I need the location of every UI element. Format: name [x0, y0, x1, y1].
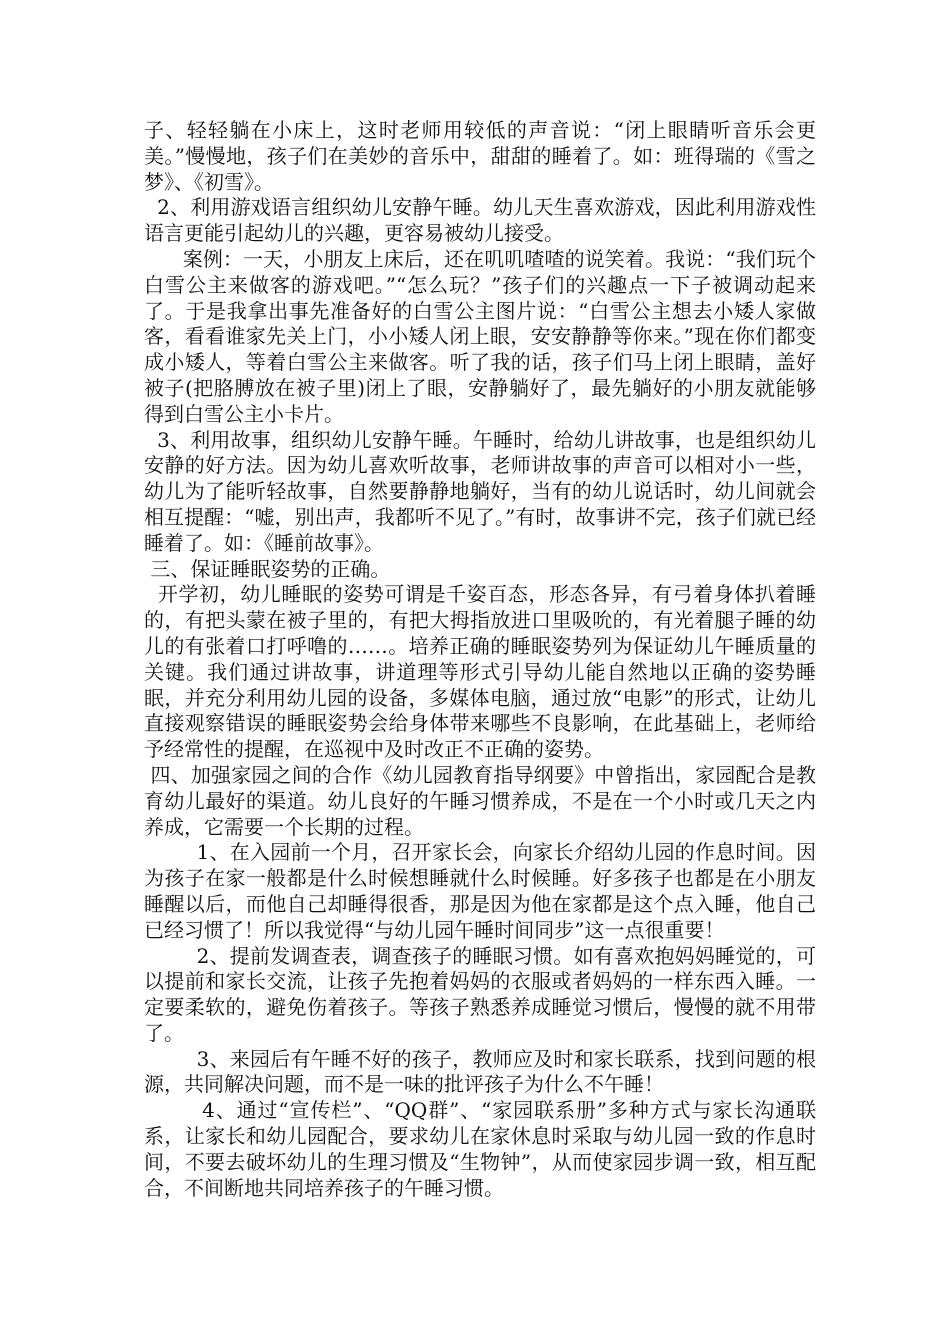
paragraph-communication-channels: 4、通过“宣传栏”、“QQ群”、“家园联系册”多种方式与家长沟通联系，让家长和幼儿园配合，要求幼儿在家休息时采取与幼儿园一致的作息时间，不要去破坏幼儿的生理习惯及“生物钟”，从而使家园步调一致，相互配合，不间断地共同培养孩子的午睡习惯。 [144, 1098, 816, 1200]
paragraph-contact-parents: 3、来园后有午睡不好的孩子，教师应及时和家长联系，找到问题的根源，共同解决问题，而不是一味的批评孩子为什么不午睡！ [144, 1046, 817, 1097]
paragraph-snow-white-case: 案例：一天，小朋友上床后，还在叽叽喳喳的说笑着。我说：“我们玩个白雪公主来做客的游戏吧。”“怎么玩？”孩子们的兴趣点一下子被调动起来了。于是我拿出事先准备好的白雪公主图片说：“白雪公主想去小矮人家做客，看看谁家先关上门，小小矮人闭上眼，安安静静等你来。”现在你们都变成小矮人，等着白雪公主来做客。听了我的话，孩子们马上闭上眼睛，盖好被子(把胳膊放在被子里)闭上了眼，安静躺好了，最先躺好的小朋友就能够得到白雪公主小卡片。 [144, 246, 816, 426]
paragraph-sleep-posture: 开学初，幼儿睡眠的姿势可谓是千姿百态，形态各异，有弓着身体扒着睡的，有把头蒙在被子里的，有把大拇指放进口里吸吮的，有光着腿子睡的幼儿的有张着口打呼噜的……。培养正确的睡眠姿势列为保证幼儿午睡质量的关键。我们通过讲故事，讲道理等形式引导幼儿能自然地以正确的姿势睡眠，并充分利用幼儿园的设备，多媒体电脑，通过放“电影”的形式，让幼儿直接观察错误的睡眠姿势会给身体带来哪些不良影响，在此基础上，老师给予经常性的提醒，在巡视中及时改正不正确的姿势。 [144, 582, 817, 762]
paragraph-game-language: 2、利用游戏语言组织幼儿安静午睡。幼儿天生喜欢游戏，因此利用游戏性语言更能引起幼儿的兴趣，更容易被幼儿接受。 [144, 195, 816, 246]
paragraph-story-telling: 3、利用故事，组织幼儿安静午睡。午睡时，给幼儿讲故事，也是组织幼儿安静的好方法。因为幼儿喜欢听故事，老师讲故事的声音可以相对小一些，幼儿为了能听轻故事，自然要静静地躺好，当有的幼儿说话时，幼儿间就会相互提醒：“嘘，别出声，我都听不见了。”有时，故事讲不完，孩子们就已经睡着了。如：《睡前故事》。 [144, 427, 816, 555]
section-heading-sleep-posture: 三、保证睡眠姿势的正确。 [144, 556, 391, 581]
paragraph-parent-meeting: 1、在入园前一个月，召开家长会，向家长介绍幼儿园的作息时间。因为孩子在家一般都是什么时候想睡就什么时候睡。好多孩子也都是在小朋友睡醒以后，而他自己却睡得很香，那是因为他在家都是这个点入睡，他自己已经习惯了！所以我觉得“与幼儿园午睡时间同步”这一点很重要！ [144, 840, 817, 942]
paragraph-music-nap: 子、轻轻躺在小床上，这时老师用较低的声音说：“闭上眼睛听音乐会更美。”慢慢地，孩子们在美妙的音乐中，甜甜的睡着了。如：班得瑞的《雪之梦》、《初雪》。 [144, 118, 816, 194]
section-heading-home-school: 四、加强家园之间的合作《幼儿园教育指导纲要》中曾指出，家园配合是教育幼儿最好的渠道。幼儿良好的午睡习惯养成，不是在一个小时或几天之内养成，它需要一个长期的过程。 [144, 762, 817, 839]
paragraph-survey: 2、提前发调查表，调查孩子的睡眠习惯。如有喜欢抱妈妈睡觉的，可以提前和家长交流，让孩子先抱着妈妈的衣服或者妈妈的一样东西入睡。一定要柔软的，避免伤着孩子。等孩子熟悉养成睡觉习惯后，慢慢的就不用带了。 [144, 943, 817, 1045]
document-body [144, 118, 816, 1201]
